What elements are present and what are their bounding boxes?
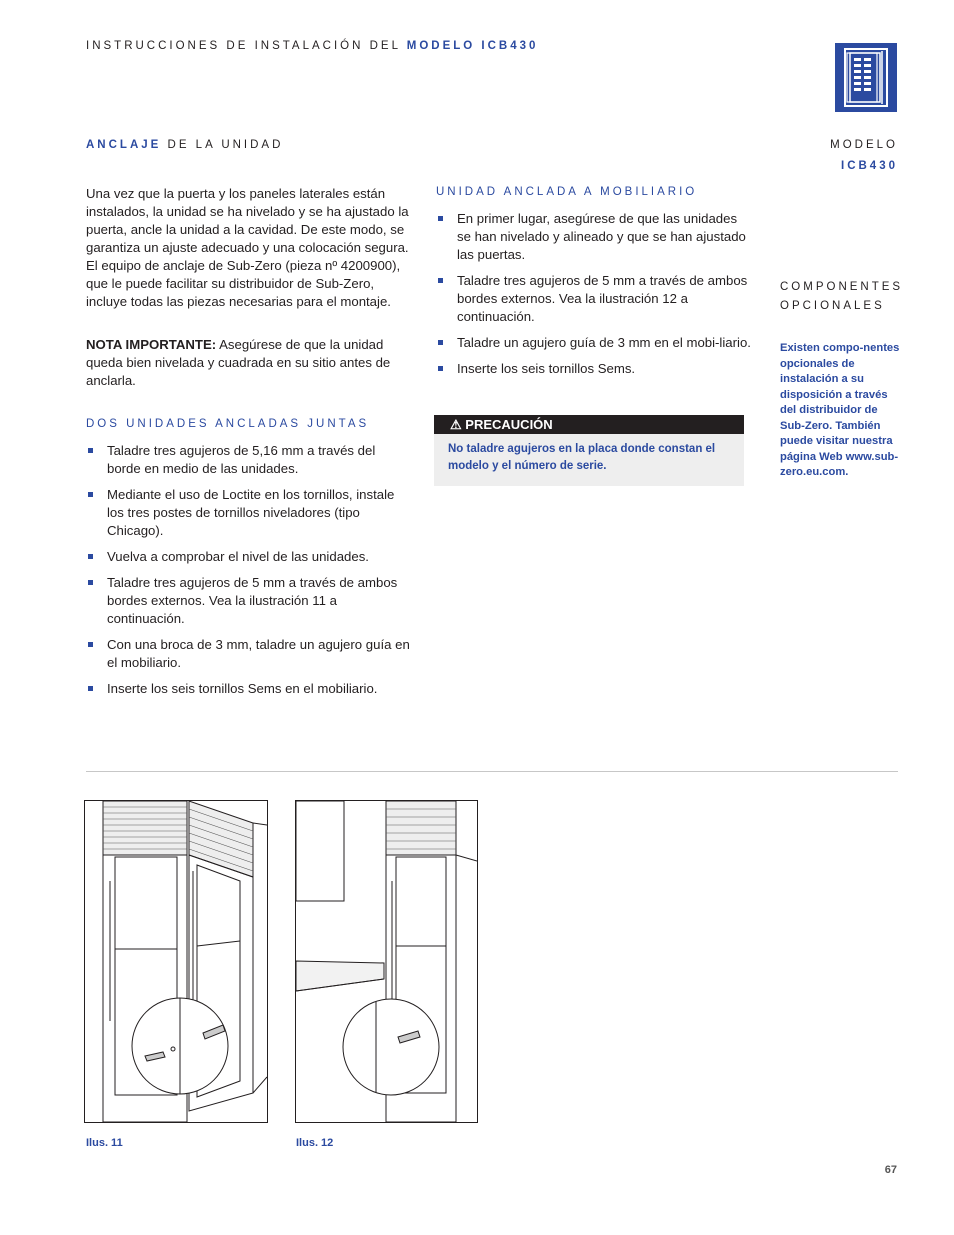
two-units-title: DOS UNIDADES ANCLADAS JUNTAS <box>86 418 370 430</box>
header-prefix: INSTRUCCIONES DE INSTALACIÓN DEL <box>86 40 401 52</box>
list-item: Taladre tres agujeros de 5 mm a través de ambos bordes externos. Vea la ilustración 11 a continuación. <box>86 574 411 628</box>
caution-text: No taladre agujeros en la placa donde constan el modelo y el número de serie. <box>448 443 716 472</box>
figure-11-caption: Ilus. 11 <box>86 1137 123 1149</box>
list-item: Taladre un agujero guía de 3 mm en el mobi-liario. <box>436 334 751 352</box>
list-item: Taladre tres agujeros de 5,16 mm a través del borde en medio de las unidades. <box>86 442 411 478</box>
furniture-title: UNIDAD ANCLADA A MOBILIARIO <box>436 186 698 198</box>
note-text: Asegúrese de que la unidad queda bien nivelada y cuadrada en su sitio antes de anclarla. <box>86 337 391 388</box>
figure-12-caption: Ilus. 12 <box>296 1137 334 1149</box>
caution-title: PRECAUCIÓN <box>465 417 553 432</box>
important-note <box>86 336 411 390</box>
list-item: Inserte los seis tornillos Sems. <box>436 360 751 378</box>
divider <box>86 771 898 772</box>
list-item: Taladre tres agujeros de 5 mm a través de ambos bordes externos. Vea la ilustración 12 a continuación. <box>436 272 751 326</box>
header-model: MODELO ICB430 <box>406 40 539 52</box>
furniture-list <box>436 210 751 386</box>
section-title <box>86 139 283 151</box>
optional-title-line2: OPCIONALES <box>780 300 885 312</box>
wine-rack-door-icon <box>835 43 897 112</box>
list-item: Mediante el uso de Loctite en los tornillos, instale los tres postes de tornillos niveladores (tipo Chicago). <box>86 486 411 540</box>
optional-title-line1: COMPONENTES <box>780 281 904 293</box>
warning-triangle-icon: ⚠ <box>450 417 462 432</box>
note-label: NOTA IMPORTANTE: <box>86 337 217 352</box>
list-item: En primer lugar, asegúrese de que las unidades se han nivelado y alineado y que se han ajustado las puertas. <box>436 210 751 264</box>
page-number: 67 <box>884 1164 897 1176</box>
section-title-rest: DE LA UNIDAD <box>167 139 284 151</box>
section-title-bold: ANCLAJE <box>86 139 162 151</box>
list-item: Inserte los seis tornillos Sems en el mobiliario. <box>86 680 411 698</box>
model-value: ICB430 <box>841 160 898 172</box>
page-header <box>86 40 538 52</box>
model-label: MODELO <box>830 139 898 151</box>
illustration-12 <box>295 800 478 1123</box>
list-item: Vuelva a comprobar el nivel de las unidades. <box>86 548 411 566</box>
two-units-list <box>86 442 411 706</box>
intro-paragraph: Una vez que la puerta y los paneles laterales están instalados, la unidad se ha nivelado y se ha ajustado la puerta, ancle la unidad a la cavidad. De este modo, se garantiza un ajuste adecuado y una colocación segura. El equipo de anclaje de Sub-Zero (pieza nº 4200900), que le puede facilitar su distribuidor de Sub-Zero, incluye todas las piezas necesarias para el montaje. <box>86 186 409 309</box>
list-item: Con una broca de 3 mm, taladre un agujero guía en el mobiliario. <box>86 636 411 672</box>
caution-box <box>434 415 744 486</box>
caution-header <box>434 415 744 434</box>
illustration-11 <box>84 800 268 1123</box>
optional-components-title <box>780 278 903 316</box>
optional-components-text: Existen compo-nentes opcionales de instalación a su disposición a través del distribuidor de Sub-Zero. También puede visitar nuestra página Web www.sub-zero.eu.com. <box>780 342 900 478</box>
